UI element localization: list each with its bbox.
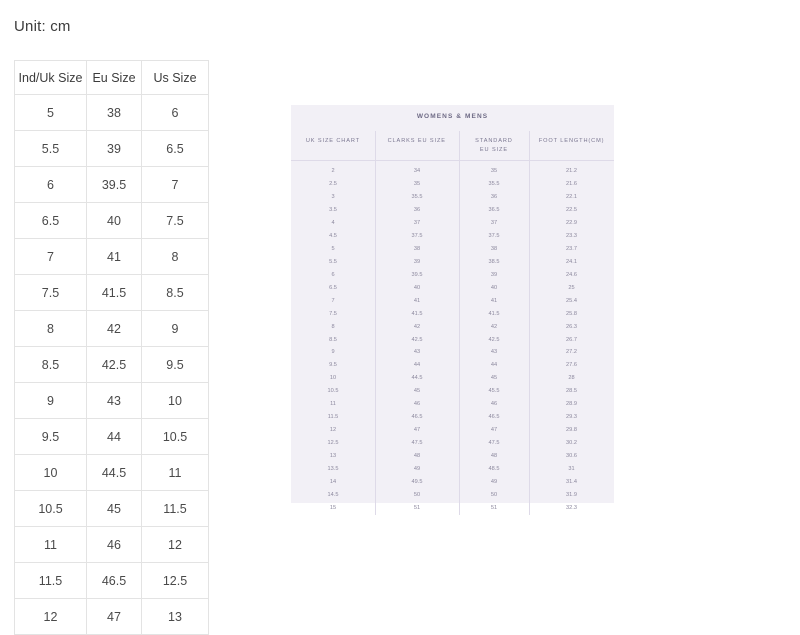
brand-chart-cell: 26.3 xyxy=(529,321,614,334)
brand-chart-cell: 46.5 xyxy=(375,411,459,424)
table-cell: 12 xyxy=(15,599,87,635)
brand-chart-divider-2 xyxy=(459,131,460,503)
table-row xyxy=(15,131,209,167)
brand-chart-cell: 41 xyxy=(459,295,529,308)
column-header-us: Us Size xyxy=(142,61,209,95)
brand-chart-row xyxy=(291,385,614,398)
brand-chart-cell: 48.5 xyxy=(459,463,529,476)
brand-chart-row xyxy=(291,450,614,463)
brand-chart-cell: 42 xyxy=(459,321,529,334)
brand-chart-cell: 30.6 xyxy=(529,450,614,463)
brand-chart-row xyxy=(291,359,614,372)
brand-chart-cell: 30.2 xyxy=(529,437,614,450)
table-row xyxy=(15,167,209,203)
brand-chart-cell: 40 xyxy=(459,282,529,295)
brand-chart-cell: 3.5 xyxy=(329,207,337,214)
brand-chart-divider-1 xyxy=(375,131,376,503)
table-row xyxy=(15,599,209,635)
table-cell: 45 xyxy=(87,491,142,527)
table-cell: 10 xyxy=(142,383,209,419)
table-row xyxy=(15,203,209,239)
table-cell: 41.5 xyxy=(87,275,142,311)
brand-chart-cell: 35 xyxy=(375,178,459,191)
brand-chart-row xyxy=(291,321,614,334)
size-chart-table-head xyxy=(15,61,209,95)
brand-chart-row xyxy=(291,398,614,411)
brand-chart-cell: 37 xyxy=(375,217,459,230)
brand-chart-cell: 38 xyxy=(459,243,529,256)
table-header-row xyxy=(15,61,209,95)
table-cell: 9 xyxy=(15,383,87,419)
brand-chart-cell: 37.5 xyxy=(459,230,529,243)
brand-chart-cell: 10 xyxy=(329,375,337,382)
brand-chart-cell: 47 xyxy=(459,424,529,437)
brand-chart-cell: 47.5 xyxy=(459,437,529,450)
brand-chart-cell: 39 xyxy=(375,256,459,269)
brand-chart-cell: 38 xyxy=(375,243,459,256)
table-cell: 5 xyxy=(15,95,87,131)
table-row xyxy=(15,239,209,275)
table-row xyxy=(15,95,209,131)
brand-chart-cell: 15 xyxy=(329,504,337,511)
brand-chart-cell: 28 xyxy=(529,372,614,385)
table-row xyxy=(15,563,209,599)
unit-label: Unit: cm xyxy=(14,18,71,35)
table-cell: 11 xyxy=(15,527,87,563)
brand-chart-cell: 46 xyxy=(375,398,459,411)
table-cell: 11.5 xyxy=(15,563,87,599)
brand-chart-cell: 42 xyxy=(375,321,459,334)
table-cell: 38 xyxy=(87,95,142,131)
table-row xyxy=(15,275,209,311)
brand-column-header-standard-eu-line1: STANDARD xyxy=(475,138,513,144)
brand-chart-row xyxy=(291,243,614,256)
table-cell: 10 xyxy=(15,455,87,491)
brand-chart-row xyxy=(291,334,614,347)
brand-chart-row xyxy=(291,411,614,424)
brand-chart-cell: 24.1 xyxy=(529,256,614,269)
brand-chart-cell: 47 xyxy=(375,424,459,437)
brand-chart-cell: 45 xyxy=(375,385,459,398)
brand-chart-cell: 25 xyxy=(529,282,614,295)
brand-chart-cell: 49.5 xyxy=(375,476,459,489)
brand-chart-cell: 24.6 xyxy=(529,269,614,282)
brand-chart-cell: 2 xyxy=(331,168,335,175)
brand-chart-cell: 23.7 xyxy=(529,243,614,256)
table-cell: 8.5 xyxy=(142,275,209,311)
brand-chart-cell: 5 xyxy=(331,245,335,252)
brand-chart-cell: 29.8 xyxy=(529,424,614,437)
brand-chart-header-row xyxy=(291,131,614,161)
brand-column-header-standard-eu xyxy=(459,131,530,154)
table-row xyxy=(15,491,209,527)
brand-column-header-clarks-eu: CLARKS EU SIZE xyxy=(375,131,459,154)
brand-chart-cell: 42.5 xyxy=(375,334,459,347)
brand-chart-cell: 25.8 xyxy=(529,308,614,321)
table-cell: 10.5 xyxy=(15,491,87,527)
brand-chart-row xyxy=(291,178,614,191)
brand-chart-cell: 7.5 xyxy=(329,310,337,317)
brand-chart-cell: 8.5 xyxy=(329,336,337,343)
brand-chart-cell: 45 xyxy=(459,372,529,385)
table-cell: 6.5 xyxy=(142,131,209,167)
brand-chart-row xyxy=(291,463,614,476)
table-row xyxy=(15,455,209,491)
table-cell: 11.5 xyxy=(142,491,209,527)
brand-chart-row xyxy=(291,346,614,359)
brand-chart-cell: 21.6 xyxy=(529,178,614,191)
brand-chart-cell: 4 xyxy=(331,220,335,227)
brand-chart-cell: 14.5 xyxy=(327,491,339,498)
brand-chart-row xyxy=(291,308,614,321)
table-cell: 13 xyxy=(142,599,209,635)
table-cell: 43 xyxy=(87,383,142,419)
table-cell: 46.5 xyxy=(87,563,142,599)
brand-chart-cell: 42.5 xyxy=(459,334,529,347)
size-chart-table-body xyxy=(15,95,209,635)
brand-chart-cell: 5.5 xyxy=(329,258,337,265)
brand-chart-cell: 49 xyxy=(375,463,459,476)
brand-chart-cell: 44 xyxy=(375,359,459,372)
brand-chart-cell: 27.2 xyxy=(529,346,614,359)
table-cell: 46 xyxy=(87,527,142,563)
brand-chart-cell: 31.4 xyxy=(529,476,614,489)
brand-chart-cell: 48 xyxy=(459,450,529,463)
table-cell: 42 xyxy=(87,311,142,347)
brand-chart-row xyxy=(291,256,614,269)
brand-chart-cell: 25.4 xyxy=(529,295,614,308)
table-cell: 5.5 xyxy=(15,131,87,167)
brand-chart-cell: 45.5 xyxy=(459,385,529,398)
brand-chart-cell: 13.5 xyxy=(327,465,339,472)
table-cell: 6 xyxy=(15,167,87,203)
brand-chart-cell: 14 xyxy=(329,478,337,485)
brand-chart-cell: 50 xyxy=(375,489,459,502)
brand-chart-cell: 35.5 xyxy=(459,178,529,191)
brand-chart-cell: 31 xyxy=(529,463,614,476)
brand-chart-cell: 10.5 xyxy=(327,388,339,395)
table-cell: 41 xyxy=(87,239,142,275)
table-cell: 7.5 xyxy=(15,275,87,311)
table-cell: 12 xyxy=(142,527,209,563)
brand-chart-cell: 29.3 xyxy=(529,411,614,424)
table-cell: 47 xyxy=(87,599,142,635)
brand-chart-cell: 43 xyxy=(459,346,529,359)
brand-chart-cell: 2.5 xyxy=(329,181,337,188)
brand-chart-row xyxy=(291,295,614,308)
brand-chart-cell: 47.5 xyxy=(375,437,459,450)
table-cell: 9.5 xyxy=(142,347,209,383)
brand-chart-cell: 44 xyxy=(459,359,529,372)
table-cell: 10.5 xyxy=(142,419,209,455)
brand-chart-row xyxy=(291,502,614,515)
brand-column-header-foot-length: FOOT LENGTH(CM) xyxy=(529,131,614,154)
table-cell: 8.5 xyxy=(15,347,87,383)
brand-chart-cell: 41 xyxy=(375,295,459,308)
table-cell: 44.5 xyxy=(87,455,142,491)
table-cell: 39 xyxy=(87,131,142,167)
brand-size-chart-image xyxy=(291,105,614,511)
brand-chart-title: WOMENS & MENS xyxy=(416,113,489,120)
brand-chart-cell: 11 xyxy=(330,401,336,408)
brand-chart-row xyxy=(291,217,614,230)
brand-chart-cell: 50 xyxy=(459,489,529,502)
brand-chart-cell: 46 xyxy=(459,398,529,411)
brand-chart-cell: 41.5 xyxy=(375,308,459,321)
brand-chart-row xyxy=(291,282,614,295)
brand-chart-cell: 23.3 xyxy=(529,230,614,243)
brand-chart-row xyxy=(291,372,614,385)
brand-chart-cell: 26.7 xyxy=(529,334,614,347)
size-chart-table xyxy=(14,60,209,635)
brand-chart-cell: 11.5 xyxy=(327,414,339,421)
table-cell: 8 xyxy=(15,311,87,347)
table-cell: 12.5 xyxy=(142,563,209,599)
brand-chart-row xyxy=(291,437,614,450)
table-cell: 9.5 xyxy=(15,419,87,455)
brand-chart-cell: 43 xyxy=(375,346,459,359)
size-chart-table-wrapper xyxy=(14,60,208,635)
brand-chart-cell: 34 xyxy=(375,165,459,178)
brand-chart-cell: 39.5 xyxy=(375,269,459,282)
column-header-eu: Eu Size xyxy=(87,61,142,95)
brand-chart-cell: 8 xyxy=(331,323,335,330)
table-cell: 11 xyxy=(142,455,209,491)
brand-chart-cell: 9.5 xyxy=(329,362,337,369)
brand-chart-cell: 35.5 xyxy=(375,191,459,204)
brand-chart-cell: 51 xyxy=(375,502,459,515)
brand-chart-cell: 36.5 xyxy=(459,204,529,217)
brand-chart-cell: 49 xyxy=(459,476,529,489)
table-cell: 9 xyxy=(142,311,209,347)
brand-chart-row xyxy=(291,424,614,437)
brand-chart-cell: 37 xyxy=(459,217,529,230)
table-cell: 39.5 xyxy=(87,167,142,203)
brand-chart-cell: 35 xyxy=(459,165,529,178)
brand-chart-cell: 38.5 xyxy=(459,256,529,269)
brand-chart-cell: 7 xyxy=(331,297,335,304)
table-cell: 6.5 xyxy=(15,203,87,239)
brand-chart-row xyxy=(291,191,614,204)
table-cell: 7 xyxy=(142,167,209,203)
brand-chart-cell: 51 xyxy=(459,502,529,515)
brand-chart-cell: 48 xyxy=(375,450,459,463)
brand-chart-cell: 46.5 xyxy=(459,411,529,424)
table-row xyxy=(15,347,209,383)
brand-chart-cell: 22.9 xyxy=(529,217,614,230)
brand-chart-cell: 4.5 xyxy=(329,233,337,239)
brand-chart-row xyxy=(291,204,614,217)
brand-chart-row xyxy=(291,269,614,282)
brand-chart-row xyxy=(291,230,614,243)
table-cell: 42.5 xyxy=(87,347,142,383)
brand-chart-cell: 44.5 xyxy=(375,372,459,385)
brand-chart-cell: 41.5 xyxy=(459,308,529,321)
brand-chart-cell: 21.2 xyxy=(529,165,614,178)
brand-chart-cell: 9 xyxy=(331,349,335,356)
brand-column-header-standard-eu-line2: EU SIZE xyxy=(479,146,508,153)
table-row xyxy=(15,419,209,455)
brand-chart-cell: 28.9 xyxy=(529,398,614,411)
brand-chart-cell: 32.3 xyxy=(529,502,614,515)
table-cell: 7.5 xyxy=(142,203,209,239)
brand-chart-row xyxy=(291,476,614,489)
brand-chart-cell: 12 xyxy=(329,427,337,434)
table-cell: 44 xyxy=(87,419,142,455)
table-row xyxy=(15,383,209,419)
brand-chart-cell: 6 xyxy=(331,271,335,278)
table-cell: 8 xyxy=(142,239,209,275)
brand-chart-cell: 27.6 xyxy=(529,359,614,372)
table-cell: 6 xyxy=(142,95,209,131)
brand-chart-cell: 22.1 xyxy=(529,191,614,204)
brand-chart-cell: 12.5 xyxy=(327,440,339,446)
brand-chart-cell: 36 xyxy=(459,191,529,204)
column-header-ind-uk: Ind/Uk Size xyxy=(15,61,87,95)
brand-chart-cell: 36 xyxy=(375,204,459,217)
brand-chart-rows xyxy=(291,165,614,514)
brand-chart-divider-3 xyxy=(529,131,530,503)
brand-chart-cell: 3 xyxy=(331,194,335,201)
brand-chart-cell: 22.5 xyxy=(529,204,614,217)
brand-chart-row xyxy=(291,165,614,178)
brand-chart-cell: 13 xyxy=(329,452,337,459)
brand-chart-cell: 6.5 xyxy=(329,284,337,291)
brand-chart-cell: 31.9 xyxy=(529,489,614,502)
brand-chart-cell: 28.5 xyxy=(529,385,614,398)
brand-chart-cell: 40 xyxy=(375,282,459,295)
table-cell: 40 xyxy=(87,203,142,239)
brand-chart-cell: 39 xyxy=(459,269,529,282)
table-row xyxy=(15,527,209,563)
brand-chart-cell: 37.5 xyxy=(375,230,459,243)
table-row xyxy=(15,311,209,347)
brand-chart-row xyxy=(291,489,614,502)
table-cell: 7 xyxy=(15,239,87,275)
brand-column-header-uk: UK SIZE CHART xyxy=(305,138,361,144)
